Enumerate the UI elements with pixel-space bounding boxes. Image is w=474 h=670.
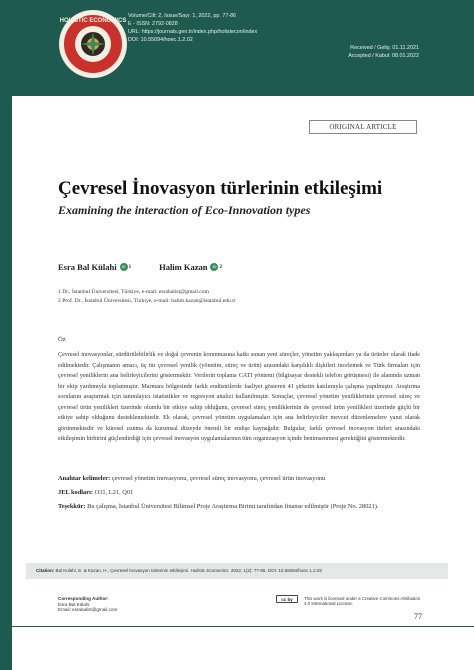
received-date: Received / Geliş: 01.11.2021 bbox=[350, 45, 419, 51]
dates bbox=[348, 44, 419, 60]
jel-codes bbox=[58, 488, 420, 498]
acknowledgement bbox=[58, 502, 420, 512]
journal-meta bbox=[128, 12, 257, 44]
article-type-badge: ORIGINAL ARTICLE bbox=[309, 120, 417, 134]
corresponding-label: Corresponding Author: bbox=[58, 596, 109, 601]
abstract-heading: Öz bbox=[58, 336, 66, 343]
journal-header bbox=[0, 0, 474, 96]
keywords-text: çevresel yönetim inovasyonu, çevresel süreç inovasyonu, çevresel ürün inovasyonu bbox=[111, 475, 326, 482]
author-affiliation-mark: 2 bbox=[219, 264, 222, 270]
corresponding-author bbox=[58, 596, 117, 613]
affiliation-1: 1 Dr., İstanbul Üniversitesi, Türkiye, e-mail: esrabalist@gmail.com bbox=[58, 289, 209, 295]
corresponding-email[interactable]: Email: esrabalist@gmail.com bbox=[58, 607, 118, 613]
citation-bar bbox=[26, 563, 448, 579]
author-list bbox=[58, 262, 222, 272]
accepted-date: Accepted / Kabul: 08.01.2022 bbox=[348, 53, 419, 59]
thanks-text: Bu çalışma, İstanbul Üniversitesi Bilimsel Proje Araştırma Birimi tarafından finanse edilmiştir (Proje No. 28021). bbox=[87, 503, 379, 510]
keywords-label: Anahtar kelimeler: bbox=[58, 475, 111, 482]
page-number: 77 bbox=[414, 612, 422, 621]
jel-label: JEL kodları: bbox=[58, 489, 93, 496]
jel-text: O31, L21, Q01 bbox=[94, 489, 134, 496]
article-subtitle: Examining the interaction of Eco-Innovation types bbox=[58, 203, 311, 217]
citation-label: Citation: bbox=[36, 568, 55, 573]
doi[interactable]: DOI: 10.55094/hoec.1.2.02 bbox=[128, 37, 193, 43]
orcid-icon[interactable]: iD bbox=[210, 263, 218, 271]
citation-text: Bal Külahi, E. & Kazan, H., Çevresel İnovasyon türlerinin etkileşimi. bbox=[55, 568, 190, 573]
footer-divider bbox=[12, 626, 474, 627]
article-title: Çevresel İnovasyon türlerinin etkileşimi bbox=[58, 178, 383, 199]
left-accent-bar bbox=[0, 96, 12, 670]
keywords bbox=[58, 474, 420, 484]
author-name[interactable]: Halim Kazan bbox=[159, 262, 208, 272]
citation-rest: 2022; 1(2): 77-86. DOI: 10.55094/hoec.1.2.02 bbox=[230, 568, 322, 573]
abstract-text: Çevresel inovasyonlar, sürdürülebilirlik ve doğal çevrenin korunmasına katkı sunan yeni süreçler, yönetim yaklaşımları ya da ürünler olarak ifade edilmektedir. Çalışmanın amacı, üç tür çevresel yenilik (yönetim, süreç ve ürün) arasındaki karşılıklı ilişkileri incelemek ve Türk firmaları için çevresel yeniliklerin ana belirleyicilerini göstermektir. Verilerin toplama CATI yöntemi (bilgisayar destekli telefon görüşmesi) ile alanında uzman bir ekip yardımıyla toplanmıştır. Marmara bölgesinde farklı endüstrilerde faaliyet gösteren 41 şirketin katılımıyla çalışma yapılmıştır. Araştırma sorularını araştırmak için tanımlayıcı istatistikler ve regresyon analizi kullanılmıştır. Sonuçlar, çevresel yönetim yeniliklerinin çevresel süreç ve çevresel ürün yenilikleri üzerinde olumlu bir etkiye sahip olduğunu, çevresel süreç yeniliklerinin de çevresel ürün yenilikleri üzerinde güçlü bir etkiye sahip olduğunu desteklemektedir. Ek olarak, çevresel yönetim uygulamaları için ana belirleyiciler mevcut düzenlemelere yanıt olarak görünmektedir ve küresel ısınma da kurumsal düzeyde önemli bir endişe kaynağıdır. Bulgular, farklı çevresel inovasyon türleri arasındaki etkileşimin birbirini güçlendirdiği için çevresel inovasyon uygulamalarının tüm organizasyon içinde benimsenmesi gerektiğini göstermektedir. bbox=[58, 352, 420, 442]
journal-logo-text: HOLISTIC ECONOMICS bbox=[59, 18, 127, 24]
license-text: This work is licensed under a Creative Commons Attribution 4.0 International License. bbox=[304, 596, 421, 607]
journal-logo-icon bbox=[57, 8, 129, 80]
creative-commons-icon[interactable] bbox=[276, 595, 298, 603]
issn: E - ISSN: 2792-0828 bbox=[128, 21, 178, 27]
journal-url[interactable]: URL: https://journals.gen.tr/index.php/holistecon/index bbox=[128, 29, 258, 35]
affiliation-2: 2 Prof. Dr., İstanbul Üniversitesi, Türkiye, e-mail: halim.kazan@istanbul.edu.tr bbox=[58, 298, 236, 304]
author-affiliation-mark: 1 bbox=[128, 264, 132, 270]
cc-badge-text: cc by bbox=[281, 596, 293, 602]
author-name[interactable]: Esra Bal Külahi bbox=[58, 262, 117, 272]
volume-info: Volume/Cilt: 2, Issue/Sayı: 1, 2022, pp. 77-86 bbox=[128, 13, 237, 19]
orcid-icon[interactable]: iD bbox=[120, 263, 128, 271]
citation-journal: Holistic Economics. bbox=[190, 568, 230, 573]
thanks-label: Teşekkür: bbox=[58, 503, 86, 510]
corresponding-name: Esra Bal Külahi bbox=[58, 601, 90, 607]
